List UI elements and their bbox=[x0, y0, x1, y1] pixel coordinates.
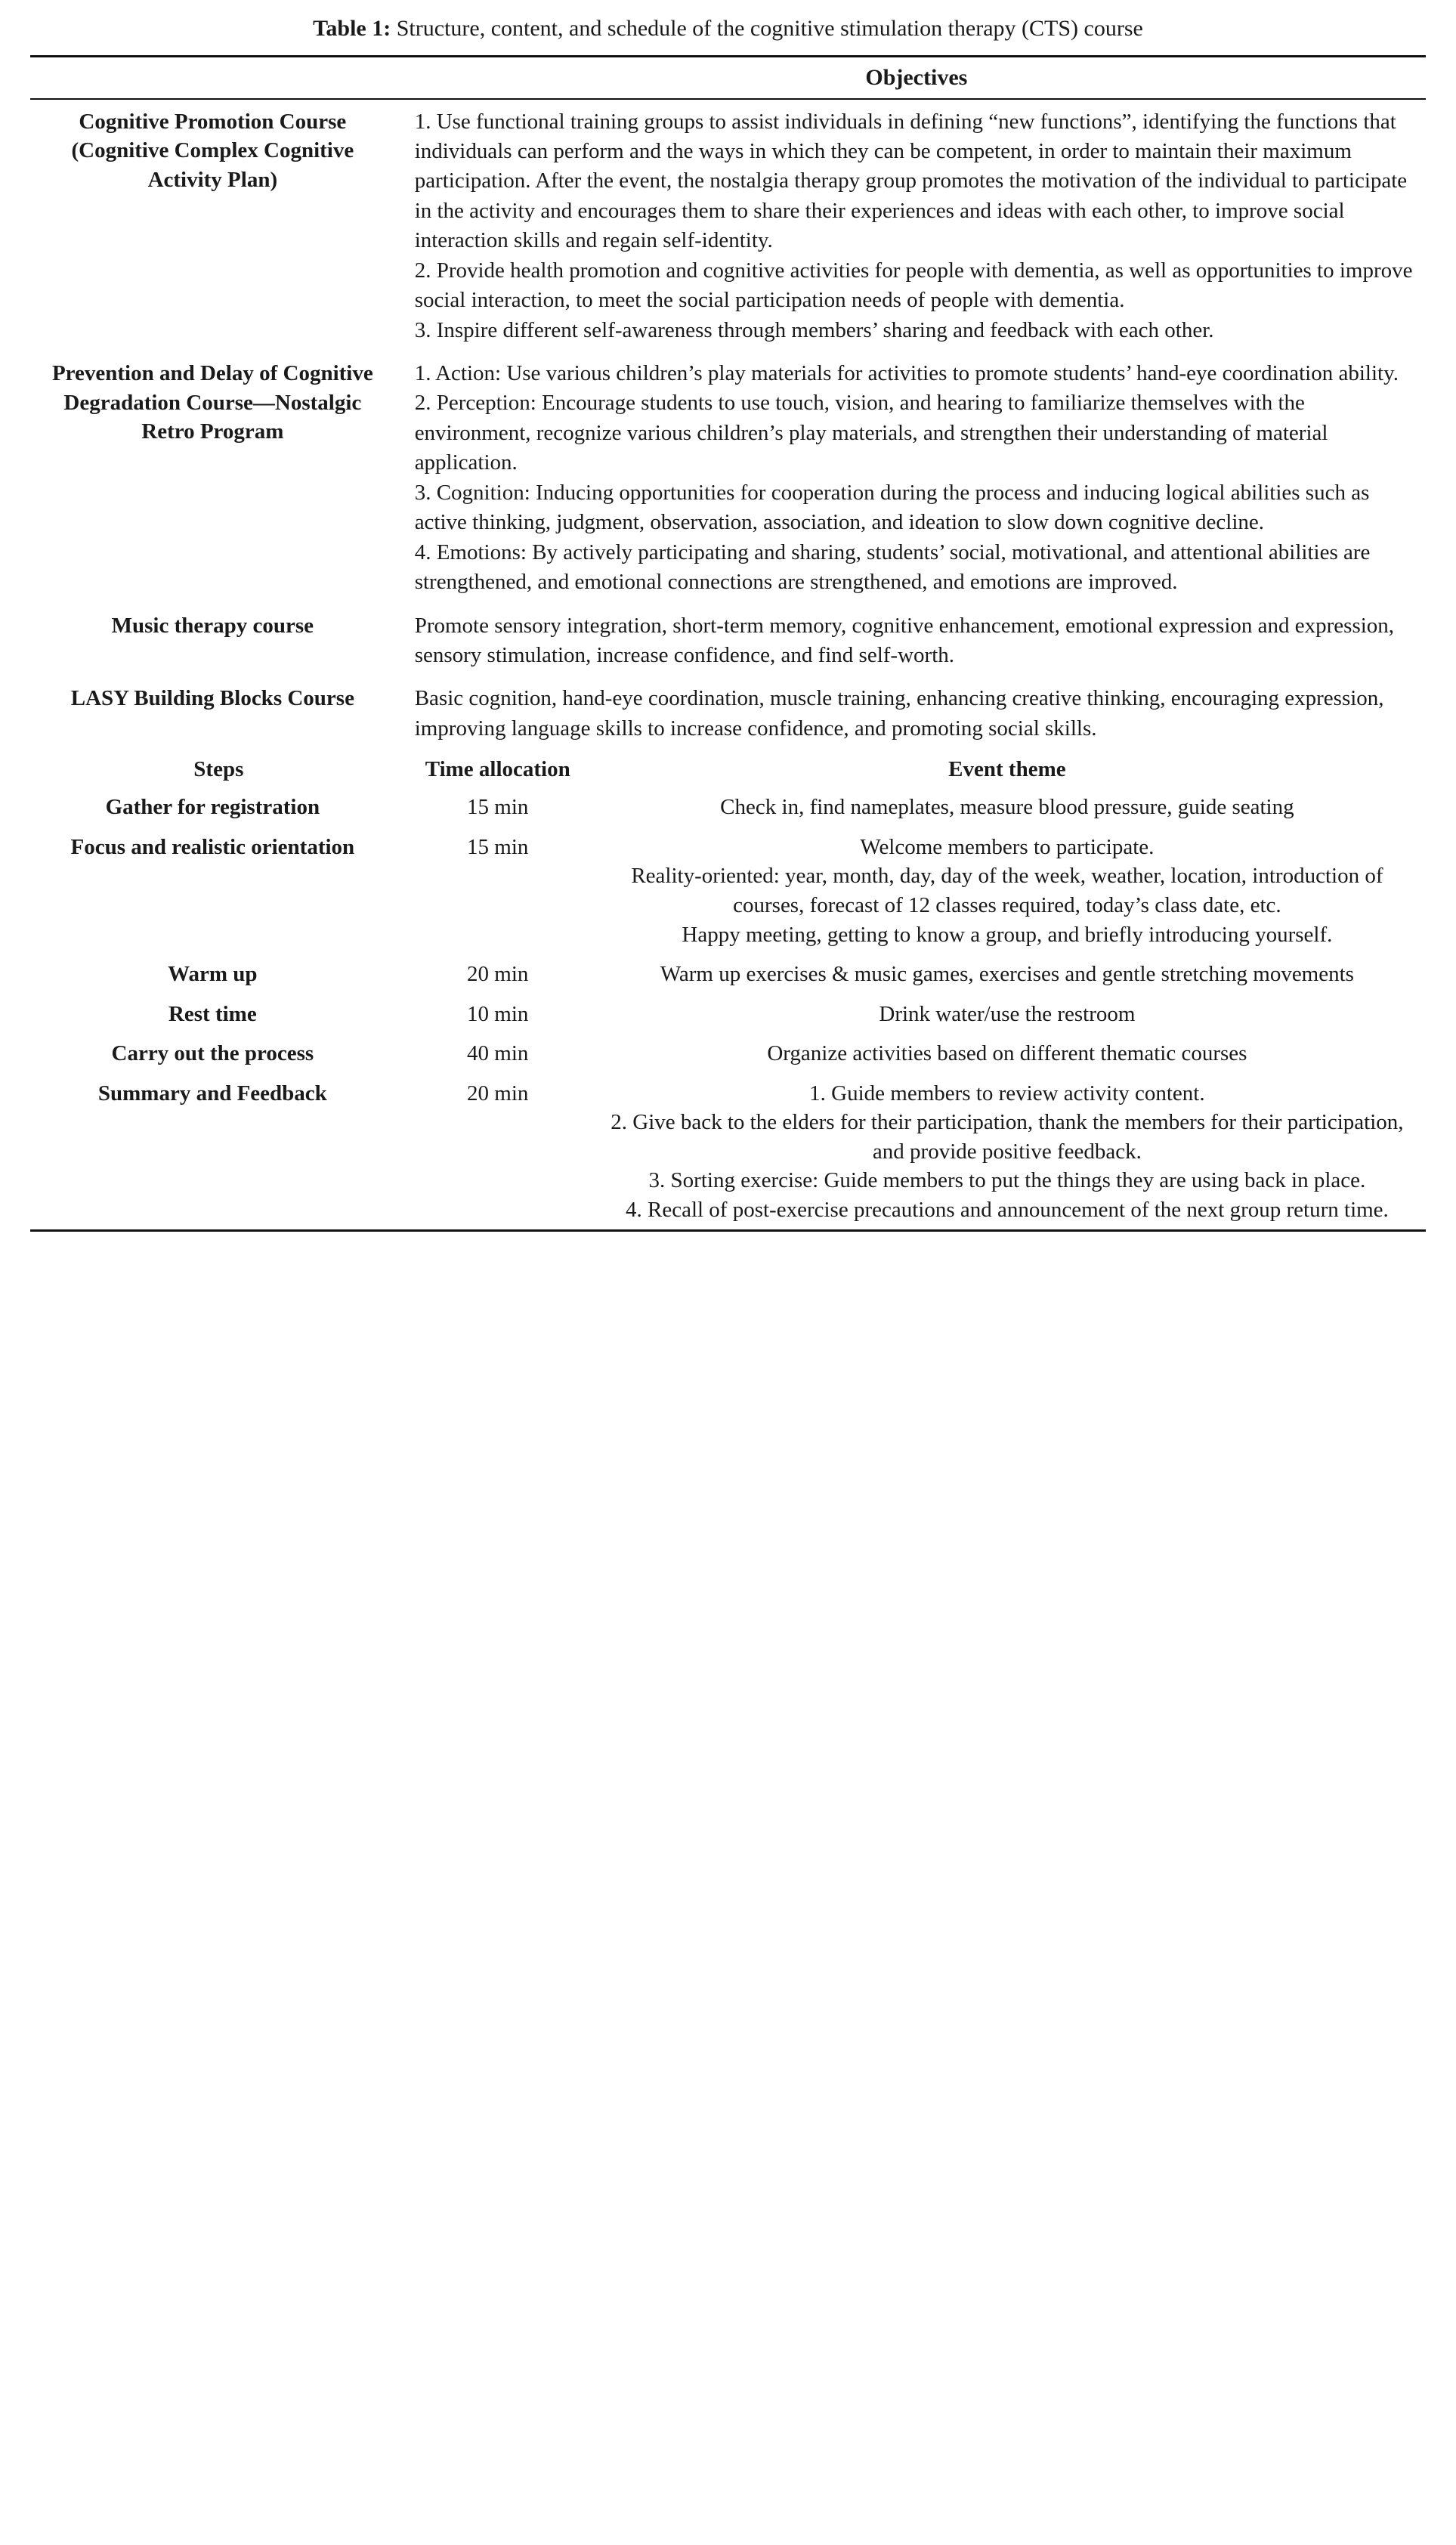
table-row bbox=[30, 351, 1426, 604]
objective-paragraph: 1. Use functional training groups to assist individuals in defining “new functions”, identifying the functions that individuals can perform and the ways in which they can be competent, in order to maintain their maximum participation. After the event, the nostalgia therapy group promotes the motivation of the individual to participate in the activity and encourages them to share their experiences and ideas with each other, to improve social interaction skills and regain self-identity. bbox=[414, 109, 1408, 253]
table-row bbox=[30, 994, 1426, 1034]
schedule-header-steps: Steps bbox=[193, 757, 244, 782]
theme-paragraph: 2. Give back to the elders for their participation, thank the members for their participation, and provide positive feedback. bbox=[611, 1110, 1404, 1164]
step-time: 20 min bbox=[407, 1073, 589, 1230]
objective-paragraph: 1. Action: Use various children’s play materials for activities to promote students’ hand-eye coordination ability. bbox=[414, 361, 1399, 385]
objective-paragraph: Basic cognition, hand-eye coordination, muscle training, enhancing creative thinking, encouraging expression, improving language skills to increase confidence, and promoting social skills. bbox=[414, 686, 1384, 741]
theme-paragraph: 4. Recall of post-exercise precautions and announcement of the next group return time. bbox=[625, 1198, 1389, 1222]
schedule-header-row bbox=[30, 750, 1426, 787]
schedule-header-event: Event theme bbox=[948, 757, 1066, 782]
objective-paragraph: 3. Cognition: Inducing opportunities for cooperation during the process and inducing logical abilities such as active thinking, judgment, observation, association, and ideation to slow down cognitive decline. bbox=[414, 480, 1370, 535]
theme-paragraph: Welcome members to participate. bbox=[860, 834, 1155, 859]
table-row bbox=[30, 1033, 1426, 1073]
schedule-header-time: Time allocation bbox=[425, 757, 570, 782]
objectives-header: Objectives bbox=[407, 56, 1426, 99]
step-name: Focus and realistic orientation bbox=[70, 834, 355, 859]
course-objectives bbox=[407, 99, 1426, 352]
step-time: 15 min bbox=[467, 795, 529, 820]
step-name: Summary and Feedback bbox=[30, 1073, 407, 1230]
step-time: 15 min bbox=[467, 834, 529, 859]
table-row bbox=[30, 827, 1426, 954]
course-name: Music therapy course bbox=[111, 613, 314, 638]
step-name: Rest time bbox=[168, 1001, 257, 1026]
course-name: Cognitive Promotion Course (Cognitive Complex Cognitive Activity Plan) bbox=[30, 99, 407, 352]
table-row bbox=[30, 1073, 1426, 1230]
step-theme bbox=[589, 827, 1426, 954]
objective-paragraph: 2. Perception: Encourage students to use touch, vision, and hearing to familiarize themselves with the environment, recognize various children’s play materials, and strengthen their understanding of material application. bbox=[414, 391, 1328, 475]
table-row bbox=[30, 99, 1426, 352]
theme-paragraph: Check in, find nameplates, measure blood pressure, guide seating bbox=[720, 795, 1294, 820]
theme-paragraph: Reality-oriented: year, month, day, day of the week, weather, location, introduction of courses, forecast of 12 classes required, today’s class date, etc. bbox=[631, 864, 1383, 917]
caption-text: Structure, content, and schedule of the cognitive stimulation therapy (CTS) course bbox=[396, 16, 1143, 41]
theme-paragraph: Drink water/use the restroom bbox=[879, 1001, 1136, 1026]
step-theme bbox=[589, 787, 1426, 827]
objective-paragraph: 3. Inspire different self-awareness through members’ sharing and feedback with each other. bbox=[414, 317, 1214, 342]
caption-label: Table 1: bbox=[313, 16, 391, 41]
table-caption bbox=[30, 14, 1426, 55]
theme-paragraph: 3. Sorting exercise: Guide members to put the things they are using back in place. bbox=[648, 1168, 1366, 1193]
theme-paragraph: Organize activities based on different thematic courses bbox=[767, 1041, 1247, 1066]
cts-table bbox=[30, 55, 1426, 1232]
step-theme bbox=[589, 1073, 1426, 1230]
objectives-header-blank bbox=[30, 56, 407, 99]
step-theme bbox=[589, 1033, 1426, 1073]
table-header-row bbox=[30, 56, 1426, 99]
table-page bbox=[0, 0, 1456, 1239]
objective-paragraph: 2. Provide health promotion and cognitive activities for people with dementia, as well as opportunities to improve social interaction, to meet the social participation needs of people with dementia. bbox=[414, 258, 1413, 313]
objective-paragraph: 4. Emotions: By actively participating and sharing, students’ social, motivational, and attentional abilities are strengthened, and emotional connections are strengthened, and emotions are improved. bbox=[414, 540, 1371, 595]
theme-paragraph: Warm up exercises & music games, exercises and gentle stretching movements bbox=[660, 962, 1354, 987]
step-time: 20 min bbox=[467, 962, 529, 987]
step-theme bbox=[589, 954, 1426, 994]
course-name: LASY Building Blocks Course bbox=[70, 686, 354, 711]
step-theme bbox=[589, 994, 1426, 1034]
table-row bbox=[30, 787, 1426, 827]
theme-paragraph: Happy meeting, getting to know a group, and briefly introducing yourself. bbox=[682, 922, 1333, 947]
step-name: Warm up bbox=[168, 962, 258, 987]
table-row bbox=[30, 954, 1426, 994]
course-objectives bbox=[407, 604, 1426, 677]
step-time: 10 min bbox=[467, 1001, 529, 1026]
course-objectives bbox=[407, 351, 1426, 604]
course-objectives bbox=[407, 676, 1426, 750]
theme-paragraph: 1. Guide members to review activity content. bbox=[809, 1081, 1205, 1106]
step-time: 40 min bbox=[467, 1041, 529, 1066]
table-row bbox=[30, 676, 1426, 750]
objective-paragraph: Promote sensory integration, short-term memory, cognitive enhancement, emotional expression and expression, sensory stimulation, increase confidence, and find self-worth. bbox=[414, 613, 1395, 667]
step-name: Carry out the process bbox=[111, 1041, 314, 1066]
step-name: Gather for registration bbox=[105, 795, 320, 820]
table-row bbox=[30, 604, 1426, 677]
course-name: Prevention and Delay of Cognitive Degradation Course—Nostalgic Retro Program bbox=[51, 361, 373, 444]
